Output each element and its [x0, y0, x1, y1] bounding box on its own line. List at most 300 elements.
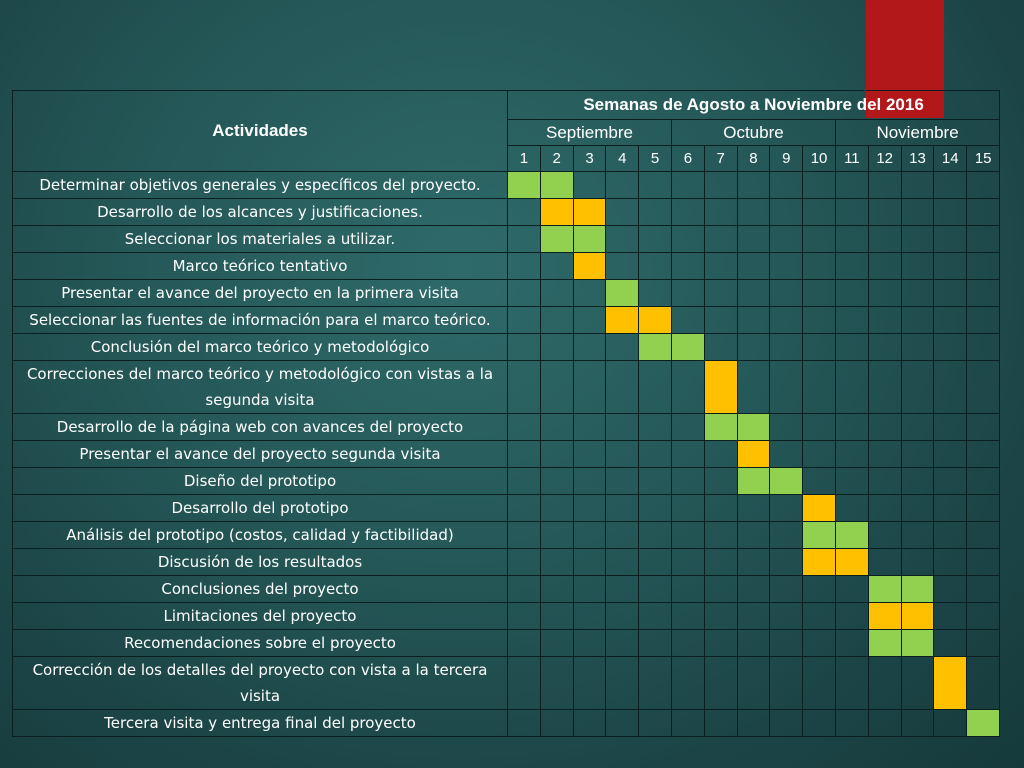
- gantt-cell-empty: [704, 495, 737, 522]
- week-tick-label: 6: [671, 146, 704, 172]
- activity-row: [13, 280, 1000, 307]
- gantt-cell-empty: [901, 522, 934, 549]
- gantt-cell-empty: [540, 280, 573, 307]
- gantt-cell-empty: [639, 549, 672, 576]
- activity-row: [13, 199, 1000, 226]
- gantt-cell-empty: [934, 172, 967, 199]
- activity-label: Conclusión del marco teórico y metodológico: [13, 334, 508, 361]
- gantt-cell-empty: [737, 630, 770, 657]
- gantt-cell-empty: [868, 334, 901, 361]
- gantt-cell-empty: [704, 172, 737, 199]
- activity-row: [13, 172, 1000, 199]
- gantt-cell-empty: [868, 226, 901, 253]
- gantt-cell-empty: [803, 199, 836, 226]
- gantt-cell-empty: [704, 522, 737, 549]
- gantt-cell-empty: [934, 307, 967, 334]
- gantt-bar-green: [901, 576, 934, 603]
- activity-label: Análisis del prototipo (costos, calidad y factibilidad): [13, 522, 508, 549]
- gantt-cell-empty: [770, 710, 803, 737]
- gantt-cell-empty: [639, 172, 672, 199]
- gantt-cell-empty: [967, 361, 1000, 414]
- gantt-cell-empty: [671, 172, 704, 199]
- gantt-cell-empty: [868, 657, 901, 710]
- gantt-cell-empty: [803, 172, 836, 199]
- gantt-cell-empty: [671, 226, 704, 253]
- gantt-cell-empty: [835, 361, 868, 414]
- gantt-cell-empty: [901, 549, 934, 576]
- gantt-cell-empty: [540, 361, 573, 414]
- activity-label: Tercera visita y entrega final del proyecto: [13, 710, 508, 737]
- gantt-cell-empty: [934, 441, 967, 468]
- activity-label: Corrección de los detalles del proyecto con vista a la tercera visita: [13, 657, 508, 710]
- gantt-cell-empty: [967, 657, 1000, 710]
- gantt-cell-empty: [704, 199, 737, 226]
- gantt-cell-empty: [737, 280, 770, 307]
- gantt-cell-empty: [835, 576, 868, 603]
- gantt-cell-empty: [770, 549, 803, 576]
- gantt-cell-empty: [934, 334, 967, 361]
- gantt-bar-orange: [737, 441, 770, 468]
- gantt-bar-orange: [901, 603, 934, 630]
- gantt-cell-empty: [835, 307, 868, 334]
- gantt-cell-empty: [770, 280, 803, 307]
- gantt-cell-empty: [835, 710, 868, 737]
- gantt-cell-empty: [901, 280, 934, 307]
- gantt-cell-empty: [639, 495, 672, 522]
- gantt-cell-empty: [901, 253, 934, 280]
- gantt-cell-empty: [737, 307, 770, 334]
- gantt-bar-green: [737, 414, 770, 441]
- activity-row: [13, 361, 1000, 414]
- gantt-cell-empty: [835, 630, 868, 657]
- gantt-cell-empty: [606, 361, 639, 414]
- gantt-cell-empty: [770, 576, 803, 603]
- gantt-cell-empty: [639, 226, 672, 253]
- gantt-cell-empty: [573, 710, 606, 737]
- gantt-cell-empty: [540, 630, 573, 657]
- gantt-cell-empty: [606, 253, 639, 280]
- gantt-cell-empty: [901, 414, 934, 441]
- gantt-cell-empty: [540, 307, 573, 334]
- gantt-cell-empty: [967, 253, 1000, 280]
- gantt-cell-empty: [934, 226, 967, 253]
- gantt-cell-empty: [737, 172, 770, 199]
- gantt-cell-empty: [967, 576, 1000, 603]
- gantt-cell-empty: [737, 334, 770, 361]
- gantt-cell-empty: [835, 172, 868, 199]
- gantt-bar-orange: [704, 361, 737, 414]
- activity-label: Correcciones del marco teórico y metodológico con vistas a la segunda visita: [13, 361, 508, 414]
- gantt-bar-green: [573, 226, 606, 253]
- gantt-cell-empty: [508, 226, 541, 253]
- gantt-cell-empty: [606, 710, 639, 737]
- gantt-cell-empty: [508, 549, 541, 576]
- gantt-cell-empty: [803, 630, 836, 657]
- gantt-cell-empty: [540, 603, 573, 630]
- gantt-cell-empty: [639, 280, 672, 307]
- gantt-cell-empty: [508, 307, 541, 334]
- gantt-cell-empty: [967, 441, 1000, 468]
- week-tick-label: 8: [737, 146, 770, 172]
- gantt-cell-empty: [639, 522, 672, 549]
- activity-row: [13, 414, 1000, 441]
- gantt-cell-empty: [967, 495, 1000, 522]
- gantt-cell-empty: [671, 576, 704, 603]
- activity-row: [13, 710, 1000, 737]
- gantt-cell-empty: [671, 603, 704, 630]
- gantt-cell-empty: [835, 199, 868, 226]
- gantt-cell-empty: [606, 549, 639, 576]
- gantt-cell-empty: [737, 710, 770, 737]
- gantt-cell-empty: [835, 334, 868, 361]
- gantt-cell-empty: [671, 307, 704, 334]
- gantt-cell-empty: [770, 334, 803, 361]
- gantt-cell-empty: [901, 361, 934, 414]
- gantt-bar-orange: [868, 603, 901, 630]
- gantt-cell-empty: [606, 657, 639, 710]
- gantt-cell-empty: [639, 657, 672, 710]
- gantt-cell-empty: [901, 495, 934, 522]
- gantt-cell-empty: [967, 630, 1000, 657]
- month-header: Octubre: [671, 120, 835, 146]
- gantt-cell-empty: [606, 226, 639, 253]
- gantt-cell-empty: [868, 361, 901, 414]
- gantt-cell-empty: [540, 710, 573, 737]
- gantt-cell-empty: [508, 334, 541, 361]
- gantt-cell-empty: [770, 495, 803, 522]
- gantt-cell-empty: [671, 468, 704, 495]
- activity-row: [13, 253, 1000, 280]
- gantt-bar-green: [770, 468, 803, 495]
- gantt-cell-empty: [901, 468, 934, 495]
- gantt-cell-empty: [934, 414, 967, 441]
- gantt-bar-orange: [934, 657, 967, 710]
- gantt-cell-empty: [737, 576, 770, 603]
- gantt-cell-empty: [573, 361, 606, 414]
- gantt-cell-empty: [967, 334, 1000, 361]
- gantt-bar-green: [967, 710, 1000, 737]
- gantt-bar-orange: [540, 199, 573, 226]
- gantt-cell-empty: [868, 307, 901, 334]
- activities-header: Actividades: [13, 91, 508, 172]
- gantt-cell-empty: [606, 495, 639, 522]
- activity-row: [13, 468, 1000, 495]
- gantt-cell-empty: [573, 172, 606, 199]
- week-tick-label: 5: [639, 146, 672, 172]
- gantt-cell-empty: [835, 657, 868, 710]
- gantt-cell-empty: [803, 361, 836, 414]
- gantt-cell-empty: [704, 307, 737, 334]
- week-tick-label: 12: [868, 146, 901, 172]
- gantt-cell-empty: [508, 441, 541, 468]
- gantt-cell-empty: [737, 495, 770, 522]
- gantt-cell-empty: [868, 253, 901, 280]
- gantt-cell-empty: [540, 334, 573, 361]
- gantt-cell-empty: [835, 468, 868, 495]
- gantt-cell-empty: [573, 334, 606, 361]
- activity-row: [13, 334, 1000, 361]
- gantt-bar-orange: [606, 307, 639, 334]
- gantt-cell-empty: [704, 468, 737, 495]
- gantt-cell-empty: [770, 522, 803, 549]
- gantt-cell-empty: [770, 441, 803, 468]
- week-tick-label: 9: [770, 146, 803, 172]
- activity-label: Presentar el avance del proyecto segunda visita: [13, 441, 508, 468]
- gantt-cell-empty: [704, 710, 737, 737]
- gantt-cell-empty: [770, 172, 803, 199]
- gantt-cell-empty: [737, 522, 770, 549]
- gantt-bar-green: [671, 334, 704, 361]
- gantt-cell-empty: [508, 576, 541, 603]
- gantt-cell-empty: [770, 603, 803, 630]
- week-tick-label: 14: [934, 146, 967, 172]
- gantt-cell-empty: [835, 280, 868, 307]
- gantt-cell-empty: [868, 199, 901, 226]
- gantt-cell-empty: [704, 657, 737, 710]
- gantt-cell-empty: [934, 468, 967, 495]
- gantt-cell-empty: [508, 414, 541, 441]
- activity-row: [13, 549, 1000, 576]
- gantt-cell-empty: [639, 630, 672, 657]
- gantt-cell-empty: [934, 253, 967, 280]
- gantt-cell-empty: [934, 280, 967, 307]
- gantt-cell-empty: [967, 226, 1000, 253]
- gantt-cell-empty: [671, 495, 704, 522]
- gantt-cell-empty: [967, 199, 1000, 226]
- gantt-table: [12, 90, 1000, 737]
- month-header: Septiembre: [508, 120, 672, 146]
- activity-label: Conclusiones del proyecto: [13, 576, 508, 603]
- gantt-cell-empty: [770, 226, 803, 253]
- gantt-cell-empty: [967, 307, 1000, 334]
- gantt-cell-empty: [901, 307, 934, 334]
- gantt-cell-empty: [508, 495, 541, 522]
- gantt-cell-empty: [639, 603, 672, 630]
- activity-row: [13, 495, 1000, 522]
- gantt-cell-empty: [508, 630, 541, 657]
- gantt-cell-empty: [835, 603, 868, 630]
- gantt-cell-empty: [606, 468, 639, 495]
- gantt-bar-green: [508, 172, 541, 199]
- gantt-cell-empty: [934, 361, 967, 414]
- gantt-cell-empty: [639, 710, 672, 737]
- gantt-cell-empty: [704, 253, 737, 280]
- gantt-cell-empty: [540, 495, 573, 522]
- gantt-cell-empty: [934, 576, 967, 603]
- activity-label: Desarrollo de la página web con avances del proyecto: [13, 414, 508, 441]
- gantt-cell-empty: [540, 657, 573, 710]
- gantt-cell-empty: [967, 549, 1000, 576]
- gantt-cell-empty: [540, 414, 573, 441]
- gantt-bar-green: [803, 522, 836, 549]
- gantt-cell-empty: [835, 495, 868, 522]
- gantt-bar-orange: [639, 307, 672, 334]
- gantt-cell-empty: [671, 361, 704, 414]
- gantt-cell-empty: [573, 630, 606, 657]
- gantt-cell-empty: [803, 226, 836, 253]
- week-tick-label: 2: [540, 146, 573, 172]
- week-tick-label: 3: [573, 146, 606, 172]
- gantt-cell-empty: [868, 468, 901, 495]
- activity-label: Desarrollo de los alcances y justificaciones.: [13, 199, 508, 226]
- gantt-cell-empty: [868, 172, 901, 199]
- gantt-cell-empty: [737, 226, 770, 253]
- gantt-cell-empty: [573, 576, 606, 603]
- gantt-cell-empty: [803, 414, 836, 441]
- gantt-cell-empty: [606, 334, 639, 361]
- gantt-cell-empty: [770, 253, 803, 280]
- gantt-cell-empty: [803, 280, 836, 307]
- gantt-cell-empty: [868, 549, 901, 576]
- gantt-cell-empty: [803, 307, 836, 334]
- gantt-cell-empty: [540, 522, 573, 549]
- gantt-cell-empty: [967, 468, 1000, 495]
- month-header: Noviembre: [835, 120, 999, 146]
- gantt-cell-empty: [540, 549, 573, 576]
- gantt-cell-empty: [508, 522, 541, 549]
- gantt-cell-empty: [508, 199, 541, 226]
- gantt-cell-empty: [835, 253, 868, 280]
- activity-label: Seleccionar los materiales a utilizar.: [13, 226, 508, 253]
- gantt-cell-empty: [934, 603, 967, 630]
- gantt-cell-empty: [671, 414, 704, 441]
- gantt-cell-empty: [573, 657, 606, 710]
- gantt-bar-green: [540, 226, 573, 253]
- gantt-cell-empty: [639, 361, 672, 414]
- gantt-cell-empty: [901, 657, 934, 710]
- gantt-cell-empty: [540, 253, 573, 280]
- gantt-cell-empty: [835, 226, 868, 253]
- gantt-cell-empty: [639, 414, 672, 441]
- gantt-cell-empty: [770, 630, 803, 657]
- week-tick-label: 1: [508, 146, 541, 172]
- gantt-cell-empty: [704, 280, 737, 307]
- activity-row: [13, 226, 1000, 253]
- gantt-cell-empty: [671, 710, 704, 737]
- gantt-cell-empty: [835, 414, 868, 441]
- gantt-cell-empty: [967, 172, 1000, 199]
- gantt-cell-empty: [901, 441, 934, 468]
- gantt-cell-empty: [868, 522, 901, 549]
- gantt-cell-empty: [606, 603, 639, 630]
- gantt-cell-empty: [737, 199, 770, 226]
- gantt-cell-empty: [803, 657, 836, 710]
- gantt-cell-empty: [835, 441, 868, 468]
- activity-label: Recomendaciones sobre el proyecto: [13, 630, 508, 657]
- gantt-bar-orange: [835, 549, 868, 576]
- gantt-cell-empty: [770, 307, 803, 334]
- gantt-cell-empty: [967, 414, 1000, 441]
- gantt-cell-empty: [868, 441, 901, 468]
- gantt-cell-empty: [606, 441, 639, 468]
- gantt-cell-empty: [671, 522, 704, 549]
- gantt-bar-green: [540, 172, 573, 199]
- gantt-cell-empty: [573, 280, 606, 307]
- week-tick-label: 10: [803, 146, 836, 172]
- gantt-cell-empty: [573, 522, 606, 549]
- gantt-cell-empty: [704, 226, 737, 253]
- gantt-cell-empty: [540, 576, 573, 603]
- gantt-cell-empty: [606, 522, 639, 549]
- gantt-cell-empty: [671, 657, 704, 710]
- gantt-cell-empty: [573, 468, 606, 495]
- gantt-bar-orange: [573, 253, 606, 280]
- activity-row: [13, 657, 1000, 710]
- gantt-cell-empty: [704, 576, 737, 603]
- activity-label: Seleccionar las fuentes de información para el marco teórico.: [13, 307, 508, 334]
- gantt-bar-green: [639, 334, 672, 361]
- gantt-cell-empty: [671, 199, 704, 226]
- gantt-cell-empty: [606, 414, 639, 441]
- week-tick-label: 11: [835, 146, 868, 172]
- gantt-cell-empty: [573, 414, 606, 441]
- gantt-cell-empty: [671, 630, 704, 657]
- gantt-cell-empty: [671, 549, 704, 576]
- gantt-cell-empty: [704, 441, 737, 468]
- gantt-cell-empty: [573, 549, 606, 576]
- gantt-cell-empty: [573, 307, 606, 334]
- gantt-cell-empty: [868, 280, 901, 307]
- gantt-bar-green: [606, 280, 639, 307]
- gantt-cell-empty: [639, 576, 672, 603]
- gantt-cell-empty: [803, 334, 836, 361]
- gantt-cell-empty: [770, 414, 803, 441]
- gantt-bar-green: [901, 630, 934, 657]
- gantt-bar-green: [868, 576, 901, 603]
- gantt-cell-empty: [606, 199, 639, 226]
- gantt-cell-empty: [508, 361, 541, 414]
- gantt-cell-empty: [639, 199, 672, 226]
- activity-label: Diseño del prototipo: [13, 468, 508, 495]
- gantt-cell-empty: [737, 361, 770, 414]
- gantt-cell-empty: [508, 710, 541, 737]
- activity-row: [13, 603, 1000, 630]
- gantt-cell-empty: [803, 603, 836, 630]
- gantt-cell-empty: [868, 710, 901, 737]
- gantt-cell-empty: [704, 334, 737, 361]
- gantt-cell-empty: [508, 603, 541, 630]
- activity-row: [13, 522, 1000, 549]
- gantt-cell-empty: [770, 199, 803, 226]
- gantt-cell-empty: [901, 172, 934, 199]
- gantt-cell-empty: [573, 495, 606, 522]
- gantt-cell-empty: [934, 549, 967, 576]
- gantt-cell-empty: [737, 657, 770, 710]
- gantt-cell-empty: [934, 495, 967, 522]
- gantt-cell-empty: [803, 710, 836, 737]
- gantt-cell-empty: [901, 710, 934, 737]
- activity-label: Presentar el avance del proyecto en la primera visita: [13, 280, 508, 307]
- gantt-cell-empty: [573, 441, 606, 468]
- gantt-cell-empty: [934, 199, 967, 226]
- gantt-bar-green: [835, 522, 868, 549]
- gantt-cell-empty: [671, 253, 704, 280]
- gantt-cell-empty: [639, 441, 672, 468]
- gantt-cell-empty: [934, 630, 967, 657]
- gantt-cell-empty: [737, 253, 770, 280]
- gantt-cell-empty: [967, 603, 1000, 630]
- chart-title: Semanas de Agosto a Noviembre del 2016: [508, 91, 1000, 120]
- gantt-cell-empty: [540, 468, 573, 495]
- gantt-cell-empty: [704, 603, 737, 630]
- gantt-bar-green: [737, 468, 770, 495]
- gantt-cell-empty: [934, 522, 967, 549]
- gantt-cell-empty: [737, 603, 770, 630]
- gantt-cell-empty: [803, 576, 836, 603]
- week-tick-label: 15: [967, 146, 1000, 172]
- gantt-cell-empty: [508, 657, 541, 710]
- gantt-cell-empty: [639, 253, 672, 280]
